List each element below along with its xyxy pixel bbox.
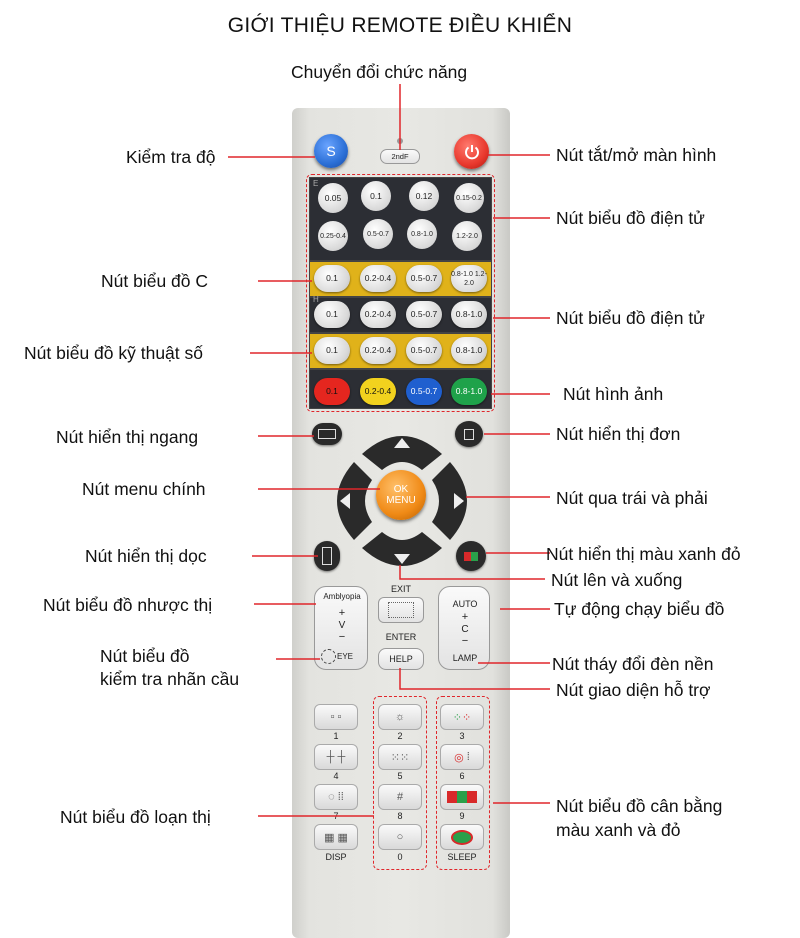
menu-label: MENU <box>386 495 416 506</box>
num-label-6: 6 <box>459 771 465 781</box>
num-button-5[interactable]: ⁙⁙ <box>378 744 422 770</box>
c-chart-label: 0.2-0.4 <box>364 273 392 283</box>
c-chart-label: 0.8-1.0 1.2-2.0 <box>451 270 487 287</box>
label-acuity-test: Kiểm tra độ <box>126 147 216 167</box>
label-single-display: Nút hiển thị đơn <box>556 424 681 444</box>
num-button-1[interactable]: ▫ ▫ <box>314 704 358 730</box>
h-symbol: H <box>313 295 319 304</box>
lamp-c: C <box>461 624 469 635</box>
label-red-green-display: Nút hiển thị màu xanh đỏ <box>546 544 741 564</box>
label-auto-run: Tự động chạy biểu đồ <box>554 599 725 619</box>
label-astigmatism-chart: Nút biểu đồ loạn thị <box>60 807 211 827</box>
e-symbol: E <box>313 179 319 188</box>
label-electronic-chart-1: Nút biểu đồ điện tử <box>556 208 705 228</box>
auto-label[interactable]: AUTO <box>452 599 478 609</box>
num-button-4[interactable]: ┼ ┼ <box>314 744 358 770</box>
h-chart-label: 0.1 <box>326 309 338 319</box>
lamp-minus[interactable]: − <box>461 635 469 647</box>
c-chart-label: 0.1 <box>326 273 338 283</box>
num-label-2: 2 <box>397 731 403 741</box>
ok-label: OK <box>393 484 409 495</box>
label-horizontal-display: Nút hiển thị ngang <box>56 427 199 447</box>
num-button-3[interactable]: ⁘ ⁘ <box>440 704 484 730</box>
enter-label: ENTER <box>385 632 417 642</box>
lamp-plus[interactable]: + <box>461 611 469 623</box>
amblyopia-v: V <box>338 620 346 631</box>
lamp-label[interactable]: LAMP <box>452 653 478 663</box>
label-c-chart: Nút biểu đồ C <box>101 271 209 291</box>
chart-e-label: 0.25-0.4 <box>320 232 346 240</box>
chart-e-label: 0.05 <box>324 192 342 203</box>
label-left-right: Nút qua trái và phải <box>556 488 708 508</box>
s-button-label: S <box>326 142 336 159</box>
label-red-green-balance-1: Nút biểu đồ cân bằng <box>556 796 723 816</box>
chart-e-label: 0.1 <box>370 190 382 201</box>
h-chart-label: 0.5-0.7 <box>410 309 438 319</box>
chart-e-label: 0.12 <box>415 190 433 201</box>
amblyopia-label: Amblyopia <box>323 592 361 601</box>
label-function-switch: Chuyển đổi chức năng <box>291 62 468 82</box>
num-label-4: 4 <box>333 771 339 781</box>
second-function-label: 2ndF <box>391 152 409 161</box>
h-chart-label: 0.8-1.0 <box>455 309 483 319</box>
num-label-0: 0 <box>397 852 403 862</box>
help-label: HELP <box>389 654 413 664</box>
eye-label: EYE <box>337 652 354 661</box>
label-red-green-balance-2: màu xanh và đỏ <box>556 820 681 840</box>
num-button-7[interactable]: ◌ ⁞⁞ <box>314 784 358 810</box>
image-label: 0.5-0.7 <box>410 386 438 396</box>
num-label-8: 8 <box>397 811 403 821</box>
label-eyeball-chart-1: Nút biểu đồ <box>100 646 190 666</box>
num-label-5: 5 <box>397 771 403 781</box>
image-label: 0.8-1.0 <box>455 386 483 396</box>
chart-e-label: 1.2-2.0 <box>456 232 478 240</box>
num-button-8[interactable]: # <box>378 784 422 810</box>
c-chart-label: 0.5-0.7 <box>410 273 438 283</box>
num-label-1: 1 <box>333 731 339 741</box>
h-chart-label: 0.2-0.4 <box>364 309 392 319</box>
label-eyeball-chart-2: kiểm tra nhãn cầu <box>100 669 240 689</box>
label-backlight: Nút tháy đổi đèn nền <box>552 654 714 674</box>
chart-e-label: 0.5-0.7 <box>367 230 389 238</box>
digital-chart-label: 0.8-1.0 <box>455 345 483 355</box>
amblyopia-minus[interactable]: − <box>338 631 346 643</box>
disp-button[interactable]: ▦ ▦ <box>314 824 358 850</box>
num-label-3: 3 <box>459 731 465 741</box>
page-title: GIỚI THIỆU REMOTE ĐIỀU KHIỂN <box>227 14 573 37</box>
label-vertical-display: Nút hiển thị dọc <box>85 546 207 566</box>
exit-label: EXIT <box>390 584 411 594</box>
amblyopia-plus[interactable]: + <box>338 607 346 619</box>
num-button-0[interactable]: ○ <box>378 824 422 850</box>
num-button-2[interactable]: ☼ <box>378 704 422 730</box>
label-electronic-chart-2: Nút biểu đồ điện tử <box>556 308 705 328</box>
digital-chart-label: 0.5-0.7 <box>410 345 438 355</box>
image-label: 0.2-0.4 <box>364 386 392 396</box>
label-power: Nút tắt/mở màn hình <box>556 145 717 165</box>
image-label: 0.1 <box>326 386 338 396</box>
label-digital-chart: Nút biểu đồ kỹ thuật số <box>24 343 203 363</box>
num-label-9: 9 <box>459 811 465 821</box>
digital-chart-label: 0.1 <box>326 345 338 355</box>
label-image: Nút hình ảnh <box>563 384 664 404</box>
label-up-down: Nút lên và xuống <box>551 570 683 590</box>
label-help-ui: Nút giao diện hỗ trợ <box>556 680 711 700</box>
num-button-6[interactable]: ◎ ⁞ <box>440 744 484 770</box>
chart-e-label: 0.8-1.0 <box>411 230 433 238</box>
num-label-7: 7 <box>333 811 339 821</box>
label-amblyopia-chart: Nút biểu đồ nhược thị <box>43 595 213 615</box>
digital-chart-label: 0.2-0.4 <box>364 345 392 355</box>
chart-e-label: 0.15-0.2 <box>456 194 482 202</box>
label-main-menu: Nút menu chính <box>82 479 206 499</box>
sleep-label: SLEEP <box>447 852 477 862</box>
disp-label: DISP <box>325 852 347 862</box>
